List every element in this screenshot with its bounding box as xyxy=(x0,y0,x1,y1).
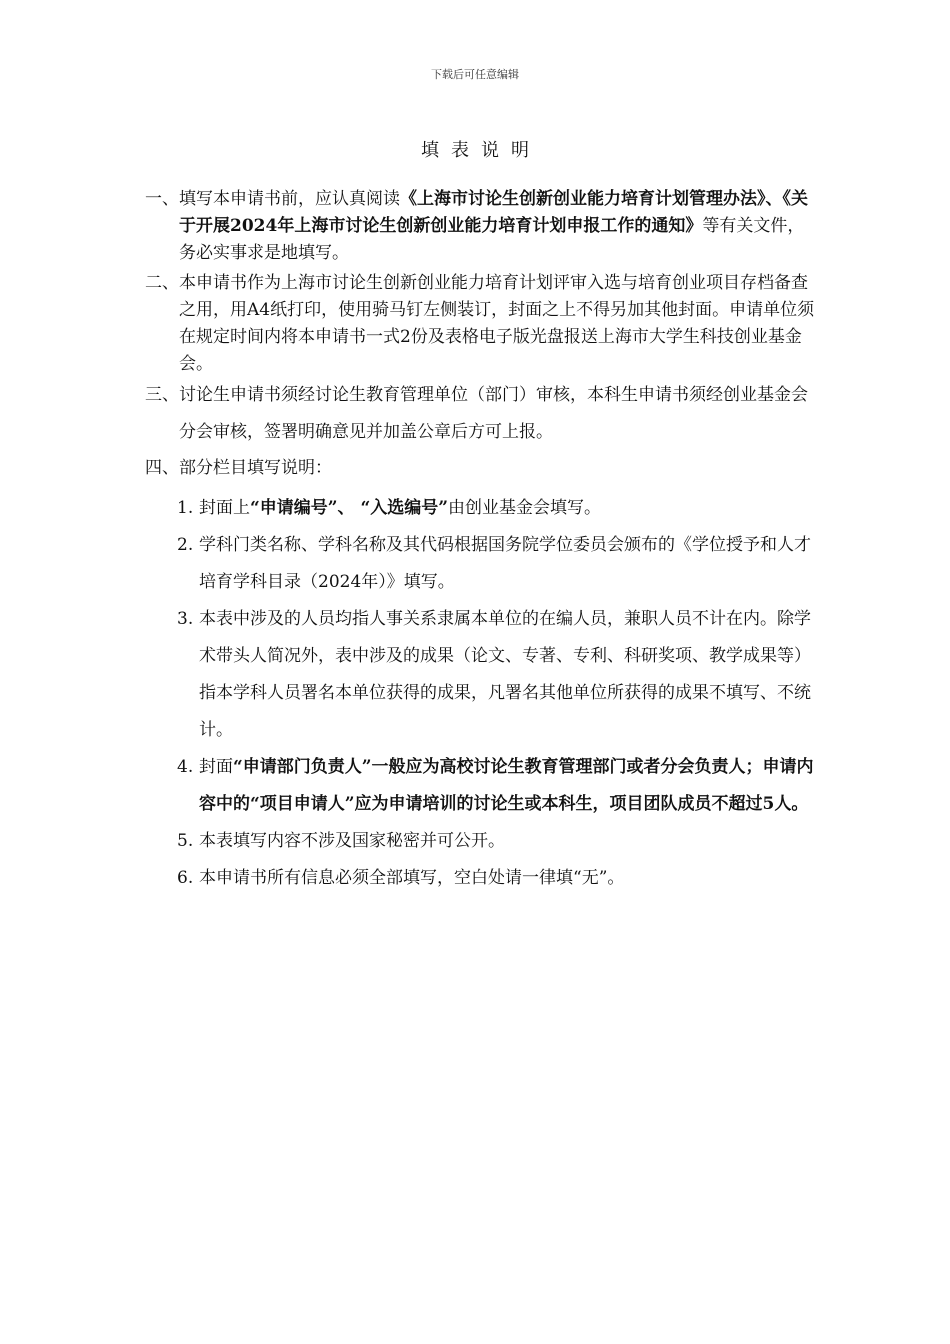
sub-item-number: 6. xyxy=(177,868,194,888)
sub-item-4 xyxy=(145,749,815,823)
sub-item-text: 由创业基金会填写。 xyxy=(448,498,602,518)
sub-item-3 xyxy=(145,601,815,749)
item-number: 四、 xyxy=(145,458,179,478)
sub-item-text-bold: “申请编号”、 “入选编号” xyxy=(250,498,449,518)
instructions-body xyxy=(145,186,815,897)
sub-item-text: 学科门类名称、学科名称及其代码根据国务院学位委员会颁布的《学位授予和人才培育学科目录（2024年）》填写。 xyxy=(199,535,811,592)
item-text: 本申请书作为上海市讨论生创新创业能力培育计划评审入选与培育创业项目存档备查之用，用A4纸打印，使用骑马钉左侧装订，封面之上不得另加其他封面。申请单位须在规定时间内将本申请书一式2份及表格电子版光盘报送上海市大学生科技创业基金会。 xyxy=(179,273,815,374)
sub-item-text: 本表填写内容不涉及国家秘密并可公开。 xyxy=(199,831,505,851)
instruction-item-3 xyxy=(145,377,815,451)
instruction-item-4 xyxy=(145,450,815,487)
header-note: 下载后可任意编辑 xyxy=(431,68,519,81)
sub-item-number: 4. xyxy=(177,757,194,777)
sub-item-number: 1. xyxy=(177,498,194,518)
sub-item-text: 本表中涉及的人员均指人事关系隶属本单位的在编人员，兼职人员不计在内。除学术带头人简况外，表中涉及的成果（论文、专著、专利、科研奖项、教学成果等）指本学科人员署名本单位获得的成果，凡署名其他单位所获得的成果不填写、不统计。 xyxy=(199,609,811,740)
page-title: 填表说明 xyxy=(421,140,541,161)
sub-item-5 xyxy=(145,823,815,860)
sub-item-text-bold: “申请部门负责人”一般应为高校讨论生教育管理部门或者分会负责人；申请内容中的“项目申请人”应为申请培训的讨论生或本科生，项目团队成员不超过5人。 xyxy=(199,757,814,814)
item-text: 部分栏目填写说明： xyxy=(179,458,332,478)
sub-item-text: 本申请书所有信息必须全部填写，空白处请一律填“无”。 xyxy=(199,868,625,888)
sub-item-6 xyxy=(145,860,815,897)
instruction-item-2 xyxy=(145,270,815,378)
sub-item-text: 封面 xyxy=(199,757,233,777)
item-text: 讨论生申请书须经讨论生教育管理单位（部门）审核，本科生申请书须经创业基金会分会审核，签署明确意见并加盖公章后方可上报。 xyxy=(179,385,808,442)
item-number: 一、 xyxy=(145,189,179,209)
sub-item-number: 2. xyxy=(177,535,194,555)
item-number: 三、 xyxy=(145,385,179,405)
item-text-bold: 《上海市讨论生创新创业能力培育计划管理办法》、《关于开展2024年上海市讨论生创新创业能力培育计划申报工作的通知》 xyxy=(179,189,808,236)
sub-item-1 xyxy=(145,490,815,527)
sub-item-text: 封面上 xyxy=(199,498,250,518)
item-text: 等有关文件，务必实事求是地填写。 xyxy=(179,216,805,263)
sub-item-number: 5. xyxy=(177,831,194,851)
sub-item-number: 3. xyxy=(177,609,194,629)
sub-item-2 xyxy=(145,527,815,601)
item-text: 填写本申请书前，应认真阅读 xyxy=(179,189,400,209)
item-number: 二、 xyxy=(145,273,179,293)
instruction-item-1 xyxy=(145,186,815,267)
